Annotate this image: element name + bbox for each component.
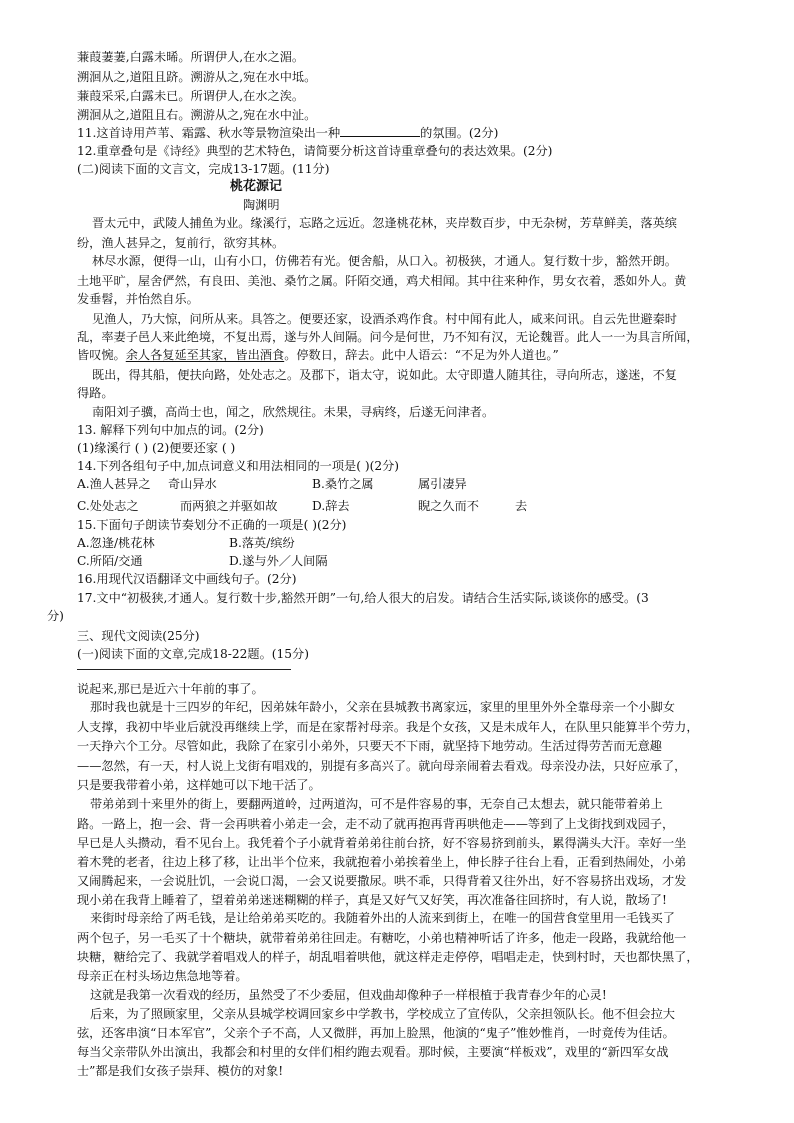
option-c: C.所陌/交通 bbox=[77, 554, 143, 568]
divider-line bbox=[77, 669, 291, 670]
question-14: 14.下列各组句子中,加点词意义和用法相同的一项是( )(2分) bbox=[77, 459, 400, 473]
question-17: 17.文中“初极狭,才通人。复行数十步,豁然开朗”一句,给人很大的启发。请结合生活实际,谈谈你的感受。(3 bbox=[77, 591, 649, 605]
article-line: 弦，还客串演“日本军官”，父亲个子不高，人又微胖，再加上脸黑，他演的“鬼子”惟妙惟肖，一时竟传为佳话。 bbox=[77, 1026, 675, 1040]
option-c: C.处处志之 bbox=[77, 499, 139, 513]
article-line: 这就是我第一次看戏的经历，虽然受了不少委屈，但戏曲却像种子一样根植于我青春少年的心灵! bbox=[90, 988, 607, 1002]
poem-line: 溯洄从之,道阻且跻。溯游从之,宛在水中坻。 bbox=[77, 70, 317, 84]
article-line: 两个包子，另一毛买了十个糖块，就带着弟弟往回走。有糖吃，小弟也精神听话了许多，他走一段路，我就给他一 bbox=[77, 931, 687, 945]
passage-text: 皆叹惋。 bbox=[77, 348, 126, 362]
option-d-compare: 睨之久而不 bbox=[418, 499, 479, 513]
option-d: D.遂与外／人间隔 bbox=[229, 554, 328, 568]
article-line: 说起来,那已是近六十年前的事了。 bbox=[77, 682, 264, 696]
article-line: 士”都是我们女孩子崇拜、模仿的对象! bbox=[77, 1064, 284, 1078]
question-13: 13. 解释下列句中加点的词。(2分) bbox=[77, 423, 264, 437]
article-line: 那时我也就是十三四岁的年纪，因弟妹年龄小，父亲在县城教书离家远，家里的里里外外全靠母亲一个小脚女 bbox=[90, 700, 675, 714]
question-11-text-end: 的氛围。(2分) bbox=[420, 126, 499, 140]
poem-line: 溯洄从之,道阻且右。溯游从之,宛在水中沚。 bbox=[77, 108, 317, 122]
article-line: ——忽然，有一天，村人说上戈街有唱戏的，别提有多高兴了。就向母亲闹着去看戏。母亲没办法，只好应承了， bbox=[77, 759, 687, 773]
option-c-compare: 而两狼之并驱如故 bbox=[180, 499, 278, 513]
option-d: D.辞去 bbox=[312, 499, 350, 513]
poem-line: 蒹葭采采,白露未已。所谓伊人,在水之涘。 bbox=[77, 89, 305, 103]
option-b: B.桑竹之属 bbox=[312, 477, 374, 491]
section-heading: 三、现代文阅读(25分) bbox=[77, 629, 200, 643]
question-12: 12.重章叠句是《诗经》典型的艺术特色，请简要分析这首诗重章叠句的表达效果。(2分) bbox=[77, 144, 553, 158]
passage-line: 土地平旷，屋舍俨然，有良田、美池、桑竹之属。阡陌交通，鸡犬相闻。其中往来种作，男女衣着，悉如外人。黄 bbox=[77, 274, 687, 288]
article-line: 带弟弟到十来里外的街上，要翻两道岭，过两道沟，可不是件容易的事，无奈自己太想去，就只能带着弟上 bbox=[90, 797, 663, 811]
answer-blank[interactable] bbox=[340, 124, 420, 137]
option-a-compare: 奇山异水 bbox=[168, 477, 217, 491]
article-line: 现小弟在我背上睡着了，望着弟弟迷迷糊糊的样子，真是又好气又好笑，再次准备往回挤时，有人说，散场了! bbox=[77, 893, 667, 907]
question-14-options-cd bbox=[77, 497, 783, 515]
article-line: 着木凳的老者，往边上移了移，让出半个位来，我就抱着小弟挨着坐上，伸长脖子往台上看，正看到热闹处，小弟 bbox=[77, 855, 687, 869]
passage-line: 纷，渔人甚异之，复前行，欲穷其林。 bbox=[77, 236, 285, 250]
article-line: 又闹腾起来，一会说肚饥，一会说口渴，一会又说要撒尿。哄不乖，只得背着又往外出，好不容易挤出戏场，才发 bbox=[77, 874, 687, 888]
article-line: 块糖，糖给完了、我就学着唱戏人的样子，胡乱唱着哄他，就这样走走停停，唱唱走走，快到村时，天也都快黑了， bbox=[77, 950, 699, 964]
question-14-options-ab bbox=[77, 475, 783, 493]
passage-line bbox=[77, 346, 783, 364]
option-b: B.落英/缤纷 bbox=[229, 536, 295, 550]
question-15: 15.下面句子朗读节奏划分不正确的一项是( )(2分) bbox=[77, 518, 347, 532]
question-11 bbox=[77, 124, 783, 142]
passage-line: 见渔人，乃大惊，问所从来。具答之。便要还家，设酒杀鸡作食。村中闻有此人，咸来问讯。自云先世避秦时 bbox=[92, 312, 677, 326]
option-a: A.渔人甚异之 bbox=[77, 477, 151, 491]
option-b-compare: 属引凄异 bbox=[418, 477, 467, 491]
article-line: 只是要我带着小弟，这样她可以下地干活了。 bbox=[77, 778, 321, 792]
question-15-options-ab bbox=[77, 534, 783, 552]
text-title: 桃花源记 bbox=[230, 179, 283, 194]
passage-text: 。停数日，辞去。此中人语云：“不足为外人道也。” bbox=[284, 348, 559, 362]
option-a: A.忽逢/桃花林 bbox=[77, 536, 155, 550]
article-line: 每当父亲带队外出演出，我都会和村里的女伴们相约跑去观看。那时候，主要演“样板戏”，戏里的“新四军女战 bbox=[77, 1045, 669, 1059]
article-line: 路。一路上，抱一会、背一会再哄着小弟走一会，走不动了就再抱再背再哄他走——等到了上戈街找到戏园子， bbox=[77, 817, 675, 831]
question-16: 16.用现代汉语翻译文中画线句子。(2分) bbox=[77, 572, 297, 586]
option-d-compare-end: 去 bbox=[515, 499, 528, 513]
passage-line: 发垂髫，并怡然自乐。 bbox=[77, 292, 199, 306]
text-author: 陶渊明 bbox=[243, 198, 280, 212]
question-17-cont: 分) bbox=[47, 609, 64, 623]
section-heading: (二)阅读下面的文言文，完成13-17题。(11分) bbox=[77, 162, 330, 176]
section-subheading: (一)阅读下面的文章,完成18-22题。(15分) bbox=[77, 647, 309, 661]
question-15-options-cd bbox=[77, 552, 783, 570]
passage-line: 既出，得其船，便扶向路，处处志之。及郡下，诣太守，说如此。太守即遣人随其往，寻向所志，遂迷，不复 bbox=[92, 368, 677, 382]
underlined-sentence: 余人各复延至其家，皆出酒食 bbox=[125, 348, 285, 362]
poem-line: 蒹葭萋萋,白露未晞。所谓伊人,在水之湄。 bbox=[77, 50, 305, 64]
passage-line: 南阳刘子骥，高尚士也，闻之，欣然规往。未果，寻病终，后遂无问津者。 bbox=[92, 405, 495, 419]
article-line: 一天挣六个工分。尽管如此，我除了在家引小弟外，只要天不下雨，就坚持下地劳动。生活过得劳苦而无意趣 bbox=[77, 739, 662, 753]
question-11-text: 11.这首诗用芦苇、霜露、秋水等景物渲染出一种 bbox=[77, 126, 341, 140]
passage-line: 乱，率妻子邑人来此绝境，不复出焉，遂与外人间隔。问今是何世，乃不知有汉，无论魏晋。此人一一为具言所闻， bbox=[77, 330, 699, 344]
passage-line: 林尽水源，便得一山，山有小口，仿佛若有光。便舍船，从口入。初极狭，才通人。复行数十步，豁然开朗。 bbox=[92, 254, 677, 268]
passage-line: 得路。 bbox=[77, 386, 114, 400]
article-line: 后来，为了照顾家里，父亲从县城学校调回家乡中学教书，学校成立了宣传队，父亲担领队长。他不但会拉大 bbox=[90, 1007, 675, 1021]
article-line: 来街时母亲给了两毛钱，是让给弟弟买吃的。我随着外出的人流来到街上，在唯一的国营食堂里用一毛钱买了 bbox=[90, 911, 675, 925]
passage-line: 晋太元中，武陵人捕鱼为业。缘溪行，忘路之远近。忽逢桃花林，夹岸数百步，中无杂树，芳草鲜美，落英缤 bbox=[92, 216, 677, 230]
question-13-items: (1)缘溪行 ( ) (2)便要还家 ( ) bbox=[77, 441, 236, 455]
article-line: 早已是人头攒动，看不见台上。我凭着个子小就背着弟弟往前台挤，好不容易挤到前头，累得满头大汗。幸好一坐 bbox=[77, 836, 687, 850]
article-line: 人支撑，我初中毕业后就没再继续上学，而是在家帮衬母亲。我是个女孩，又是未成年人，在队里只能算半个劳力， bbox=[77, 720, 699, 734]
article-line: 母亲正在村头场边焦急地等着。 bbox=[77, 969, 248, 983]
